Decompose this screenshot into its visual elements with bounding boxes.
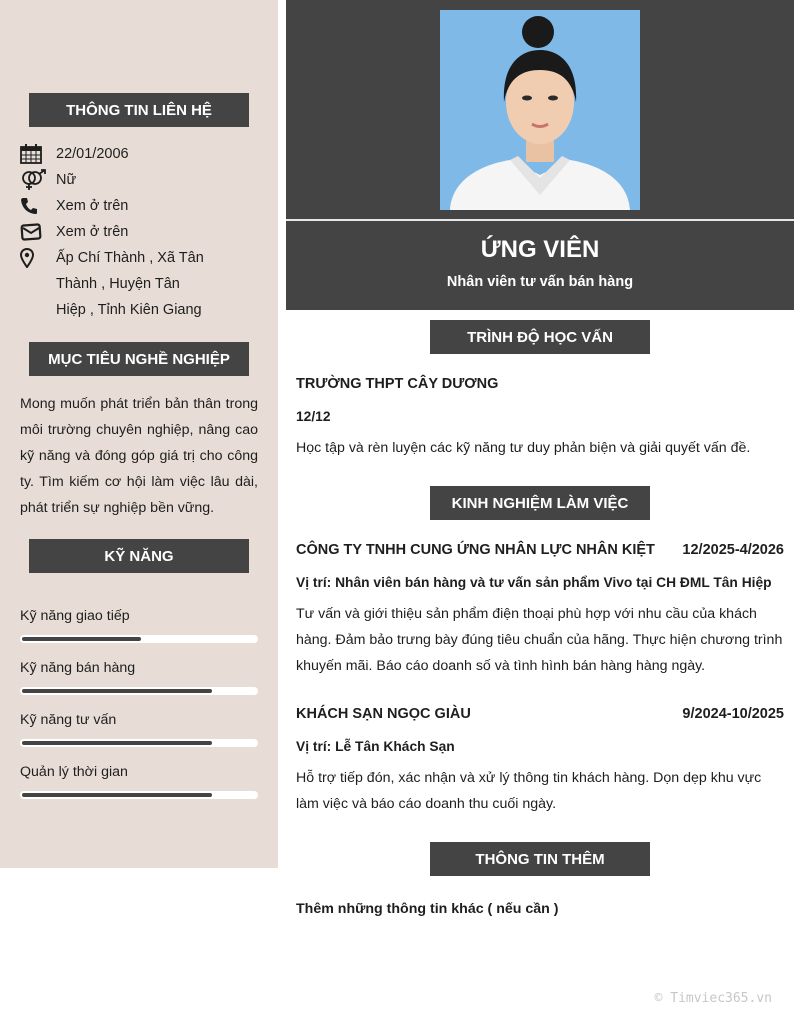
address-line: Thành , Huyện Tân <box>56 276 180 292</box>
school-grade: 12/12 <box>296 409 331 424</box>
skill-bar-fill <box>22 689 212 693</box>
calendar-icon <box>20 141 56 167</box>
job-period: 12/2025-4/2026 <box>682 542 784 558</box>
skill-label: Quản lý thời gian <box>20 764 128 780</box>
job-role: Vị trí: Nhân viên bán hàng và tư vấn sản phẩm Vivo tại CH ĐML Tân Hiệp <box>296 575 772 590</box>
job-description: Tư vấn và giới thiệu sản phẩm điện thoại phù hợp với nhu cầu của khách hàng. Đảm bảo trưng bày đúng tiêu chuẩn của hãng. Thực hiện chương trình khuyến mãi. Báo cáo doanh số và tình hình bán hàng hàng ngày. <box>296 606 783 674</box>
address-line: Hiệp , Tỉnh Kiên Giang <box>56 302 202 318</box>
job-description: Hỗ trợ tiếp đón, xác nhận và xử lý thông tin khách hàng. Dọn dẹp khu vực làm việc và báo cáo doanh thu cuối ngày. <box>296 770 762 812</box>
address-value <box>56 245 260 323</box>
phone-value: Xem ở trên <box>56 198 129 214</box>
skill-bar-fill <box>22 741 212 745</box>
skill-label: Kỹ năng bán hàng <box>20 660 136 676</box>
phone-row <box>20 193 260 219</box>
job-company: KHÁCH SẠN NGỌC GIÀU <box>296 706 471 722</box>
birthday-value: 22/01/2006 <box>56 146 129 162</box>
location-pin-icon <box>20 245 56 271</box>
candidate-name: ỨNG VIÊN <box>480 236 600 263</box>
skill-bar <box>20 791 258 799</box>
address-row <box>20 245 260 323</box>
skills-section-title: KỸ NĂNG <box>29 539 249 573</box>
education-section-title: TRÌNH ĐỘ HỌC VẤN <box>430 320 650 354</box>
phone-icon <box>20 193 56 219</box>
skill-item <box>20 711 258 747</box>
email-row <box>20 219 260 245</box>
skill-item <box>20 659 258 695</box>
skill-bar <box>20 739 258 747</box>
gender-row <box>20 167 260 193</box>
skill-bar-fill <box>22 637 141 641</box>
skill-item <box>20 607 258 643</box>
profile-photo <box>440 10 640 210</box>
objective-text: Mong muốn phát triển bản thân trong môi trường chuyên nghiệp, nâng cao kỹ năng và đóng góp giá trị cho công ty. Tìm kiếm cơ hội làm việc lâu dài, phát triển sự nghiệp bền vững. <box>20 396 258 516</box>
email-value: Xem ở trên <box>56 224 129 240</box>
job-role: Vị trí: Lễ Tân Khách Sạn <box>296 739 455 754</box>
skill-bar <box>20 687 258 695</box>
gender-value: Nữ <box>56 172 77 188</box>
skill-label: Kỹ năng giao tiếp <box>20 608 130 624</box>
job-company: CÔNG TY TNHH CUNG ỨNG NHÂN LỰC NHÂN KIỆT <box>296 542 655 558</box>
birthday-row <box>20 141 260 167</box>
additional-text: Thêm những thông tin khác ( nếu cần ) <box>296 901 559 917</box>
envelope-icon <box>20 219 56 245</box>
skill-label: Kỹ năng tư vấn <box>20 712 117 728</box>
additional-section-title: THÔNG TIN THÊM <box>430 842 650 876</box>
experience-section-title: KINH NGHIỆM LÀM VIỆC <box>430 486 650 520</box>
watermark: © Timviec365.vn <box>654 991 772 1006</box>
gender-icon <box>20 167 56 193</box>
skill-bar <box>20 635 258 643</box>
address-line: Ấp Chí Thành , Xã Tân <box>56 250 204 266</box>
skill-item <box>20 763 258 799</box>
candidate-position: Nhân viên tư vấn bán hàng <box>446 274 634 290</box>
skill-bar-fill <box>22 793 212 797</box>
sidebar <box>0 0 278 868</box>
job-period: 9/2024-10/2025 <box>682 706 784 722</box>
objective-section-title: MỤC TIÊU NGHỀ NGHIỆP <box>29 342 249 376</box>
education-description: Học tập và rèn luyện các kỹ năng tư duy phản biện và giải quyết vấn đề. <box>296 440 751 456</box>
school-name: TRƯỜNG THPT CÂY DƯƠNG <box>296 376 499 392</box>
contact-section-title: THÔNG TIN LIÊN HỆ <box>29 93 249 127</box>
